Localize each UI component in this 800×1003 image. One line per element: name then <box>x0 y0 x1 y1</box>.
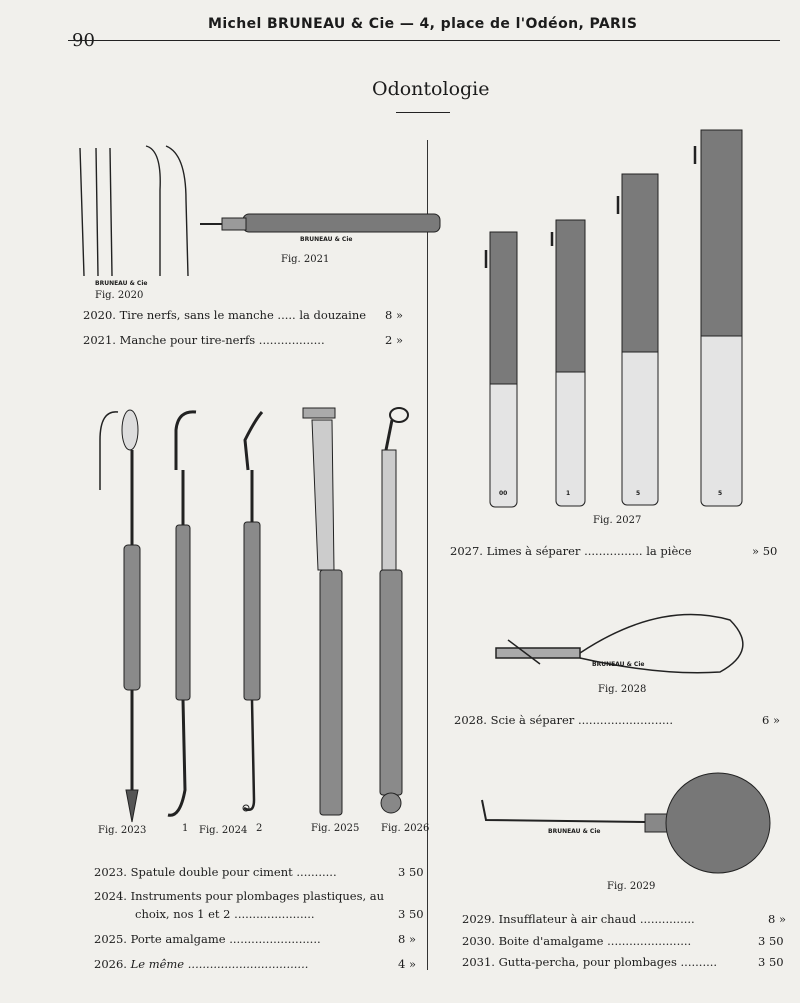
figure-caption: Fig. 2024 <box>199 825 248 836</box>
plastic-filling-instrument-2-illustration <box>243 412 262 811</box>
figure-variant-number: 2 <box>256 823 263 834</box>
entry-price: 3 50 <box>398 865 424 879</box>
entry-description: Insufflateur à air chaud ............... <box>498 912 695 926</box>
entry-description: Gutta-percha, pour plombages .......... <box>498 955 718 969</box>
page-number: 90 <box>72 30 95 51</box>
maker-mark: BRUNEAU & Cie <box>300 236 353 243</box>
entry-description: Porte amalgame ......................... <box>130 932 321 946</box>
figure-caption: Fig. 2025 <box>311 823 360 834</box>
figure-variant-number: 1 <box>182 823 189 834</box>
catalog-entry <box>94 957 308 971</box>
figure-caption: Fig. 2021 <box>281 254 330 265</box>
plastic-filling-instrument-1-illustration <box>168 412 196 815</box>
entry-price: 2 » <box>385 333 404 347</box>
entry-price: 6 » <box>762 713 781 727</box>
catalog-entry <box>450 544 692 558</box>
file-number: 1 <box>566 490 571 497</box>
entry-number: 2024. <box>94 889 127 903</box>
catalog-entry <box>94 932 321 946</box>
amalgam-carrier-alt-illustration <box>380 408 408 813</box>
catalog-entry <box>83 333 325 347</box>
entry-number: 2029. <box>462 912 495 926</box>
page-header-title: Michel BRUNEAU & Cie — 4, place de l'Odéon, PARIS <box>208 16 638 32</box>
catalog-entry <box>462 912 695 926</box>
file-number: 5 <box>636 490 641 497</box>
entry-description: Limes à séparer ................ la pièce <box>486 544 692 558</box>
entry-description: Boite d'amalgame ....................... <box>498 934 692 948</box>
entry-price: 8 » <box>398 932 417 946</box>
entry-price: 3 50 <box>758 934 784 948</box>
separating-files-illustration <box>486 130 742 507</box>
figure-caption: Fig. 2026 <box>381 823 430 834</box>
figure-caption: Fig. 2029 <box>607 881 656 892</box>
catalog-entry <box>454 713 673 727</box>
catalog-entry <box>94 865 337 879</box>
entry-number: 2028. <box>454 713 487 727</box>
entry-number: 2030. <box>462 934 495 948</box>
figure-caption: Fig. 2020 <box>95 290 144 301</box>
entry-price: 8 » <box>768 912 787 926</box>
entry-number: 2027. <box>450 544 483 558</box>
entry-price: 8 » <box>385 308 404 322</box>
entry-price: 4 » <box>398 957 417 971</box>
entry-description: Tire nerfs, sans le manche ..... la douzaine <box>119 308 367 322</box>
figure-caption: Fig. 2027 <box>593 515 642 526</box>
entry-number: 2025. <box>94 932 127 946</box>
maker-mark: BRUNEAU & Cie <box>548 828 601 835</box>
file-number: 00 <box>499 490 508 497</box>
entry-price: 3 50 <box>758 955 784 969</box>
entry-description: Instruments pour plombages plastiques, au <box>130 889 385 903</box>
catalog-entry <box>462 955 717 969</box>
amalgam-carrier-illustration <box>303 408 342 815</box>
entry-description: Le même ................................. <box>130 957 309 971</box>
figure-caption: Fig. 2028 <box>598 684 647 695</box>
entry-price: 3 50 <box>398 907 424 921</box>
entry-price: » 50 <box>752 544 778 558</box>
entry-description: Manche pour tire-nerfs .................. <box>119 333 325 347</box>
section-title: Odontologie <box>372 78 490 100</box>
figure-caption: Fig. 2023 <box>98 825 147 836</box>
file-number: 5 <box>718 490 723 497</box>
nerve-extractors-illustration <box>80 146 188 276</box>
entry-number: 2031. <box>462 955 495 969</box>
entry-number: 2020. <box>83 308 116 322</box>
entry-description: Scie à séparer .......................... <box>490 713 673 727</box>
entry-description-continued: choix, nos 1 et 2 ...................... <box>135 907 315 921</box>
double-spatula-illustration <box>100 410 140 822</box>
maker-mark: BRUNEAU & Cie <box>592 661 645 668</box>
maker-mark: BRUNEAU & Cie <box>95 280 148 287</box>
entry-number: 2026. <box>94 957 127 971</box>
entry-number: 2021. <box>83 333 116 347</box>
entry-description: Spatule double pour ciment ........... <box>130 865 337 879</box>
hot-air-syringe-illustration <box>482 773 770 873</box>
catalog-entry <box>462 934 691 948</box>
entry-number: 2023. <box>94 865 127 879</box>
catalog-entry <box>94 889 384 903</box>
handle-illustration <box>200 214 440 232</box>
catalog-entry <box>83 308 366 322</box>
